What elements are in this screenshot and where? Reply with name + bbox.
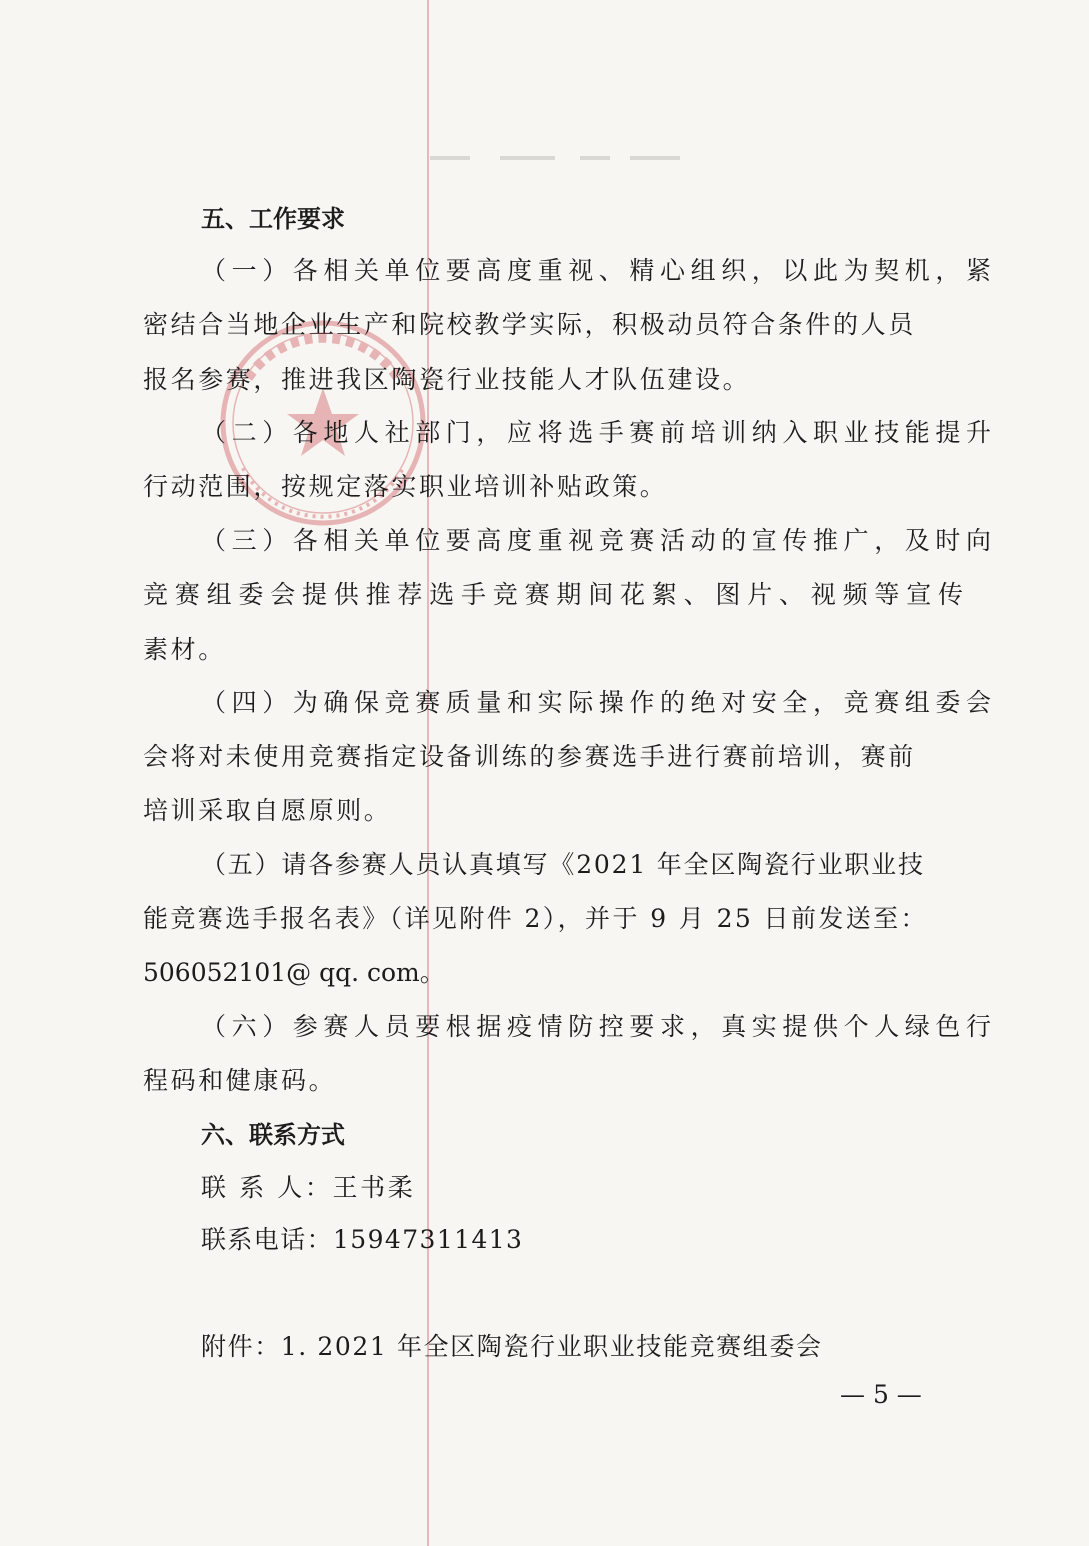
paragraph-line: （一）各相关单位要高度重视、精心组织，以此为契机，紧 xyxy=(201,256,997,285)
binding-red-line xyxy=(427,0,429,1546)
paragraph-line: （三）各相关单位要高度重视竞赛活动的宣传推广，及时向 xyxy=(201,526,997,555)
paragraph-line: 行动范围，按规定落实职业培训补贴政策。 xyxy=(143,472,668,501)
faint-header-bleed xyxy=(430,148,710,158)
paragraph-line: 竞赛组委会提供推荐选手竞赛期间花絮、图片、视频等宣传 xyxy=(143,580,970,609)
paragraph-line: （五）请各参赛人员认真填写《2021 年全区陶瓷行业职业技 xyxy=(201,850,925,879)
contact-phone: 联系电话：15947311413 xyxy=(201,1225,524,1254)
paragraph-line: 程码和健康码。 xyxy=(143,1066,337,1095)
paragraph-line: 素材。 xyxy=(143,635,226,664)
section-heading-contact: 六、联系方式 xyxy=(201,1121,345,1149)
contact-person: 联 系 人：王书柔 xyxy=(201,1173,416,1202)
paragraph-line: 培训采取自愿原则。 xyxy=(143,796,392,825)
section-heading-work-requirements: 五、工作要求 xyxy=(201,205,345,233)
paragraph-line: （四）为确保竞赛质量和实际操作的绝对安全，竞赛组委会 xyxy=(201,688,997,717)
paragraph-line: （六）参赛人员要根据疫情防控要求，真实提供个人绿色行 xyxy=(201,1012,997,1041)
paragraph-line: 会将对未使用竞赛指定设备训练的参赛选手进行赛前培训，赛前 xyxy=(143,742,916,771)
paragraph-line: 报名参赛，推进我区陶瓷行业技能人才队伍建设。 xyxy=(143,365,751,394)
attachment-line: 附件：1. 2021 年全区陶瓷行业职业技能竞赛组委会 xyxy=(201,1332,823,1361)
paragraph-line: （二）各地人社部门，应将选手赛前培训纳入职业技能提升 xyxy=(201,418,997,447)
email-line: 506052101@ qq. com。 xyxy=(143,958,445,987)
paragraph-line: 能竞赛选手报名表》（详见附件 2），并于 9 月 25 日前发送至： xyxy=(143,904,928,933)
paragraph-line: 密结合当地企业生产和院校教学实际，积极动员符合条件的人员 xyxy=(143,310,916,339)
page-number: — 5 — xyxy=(840,1380,922,1409)
